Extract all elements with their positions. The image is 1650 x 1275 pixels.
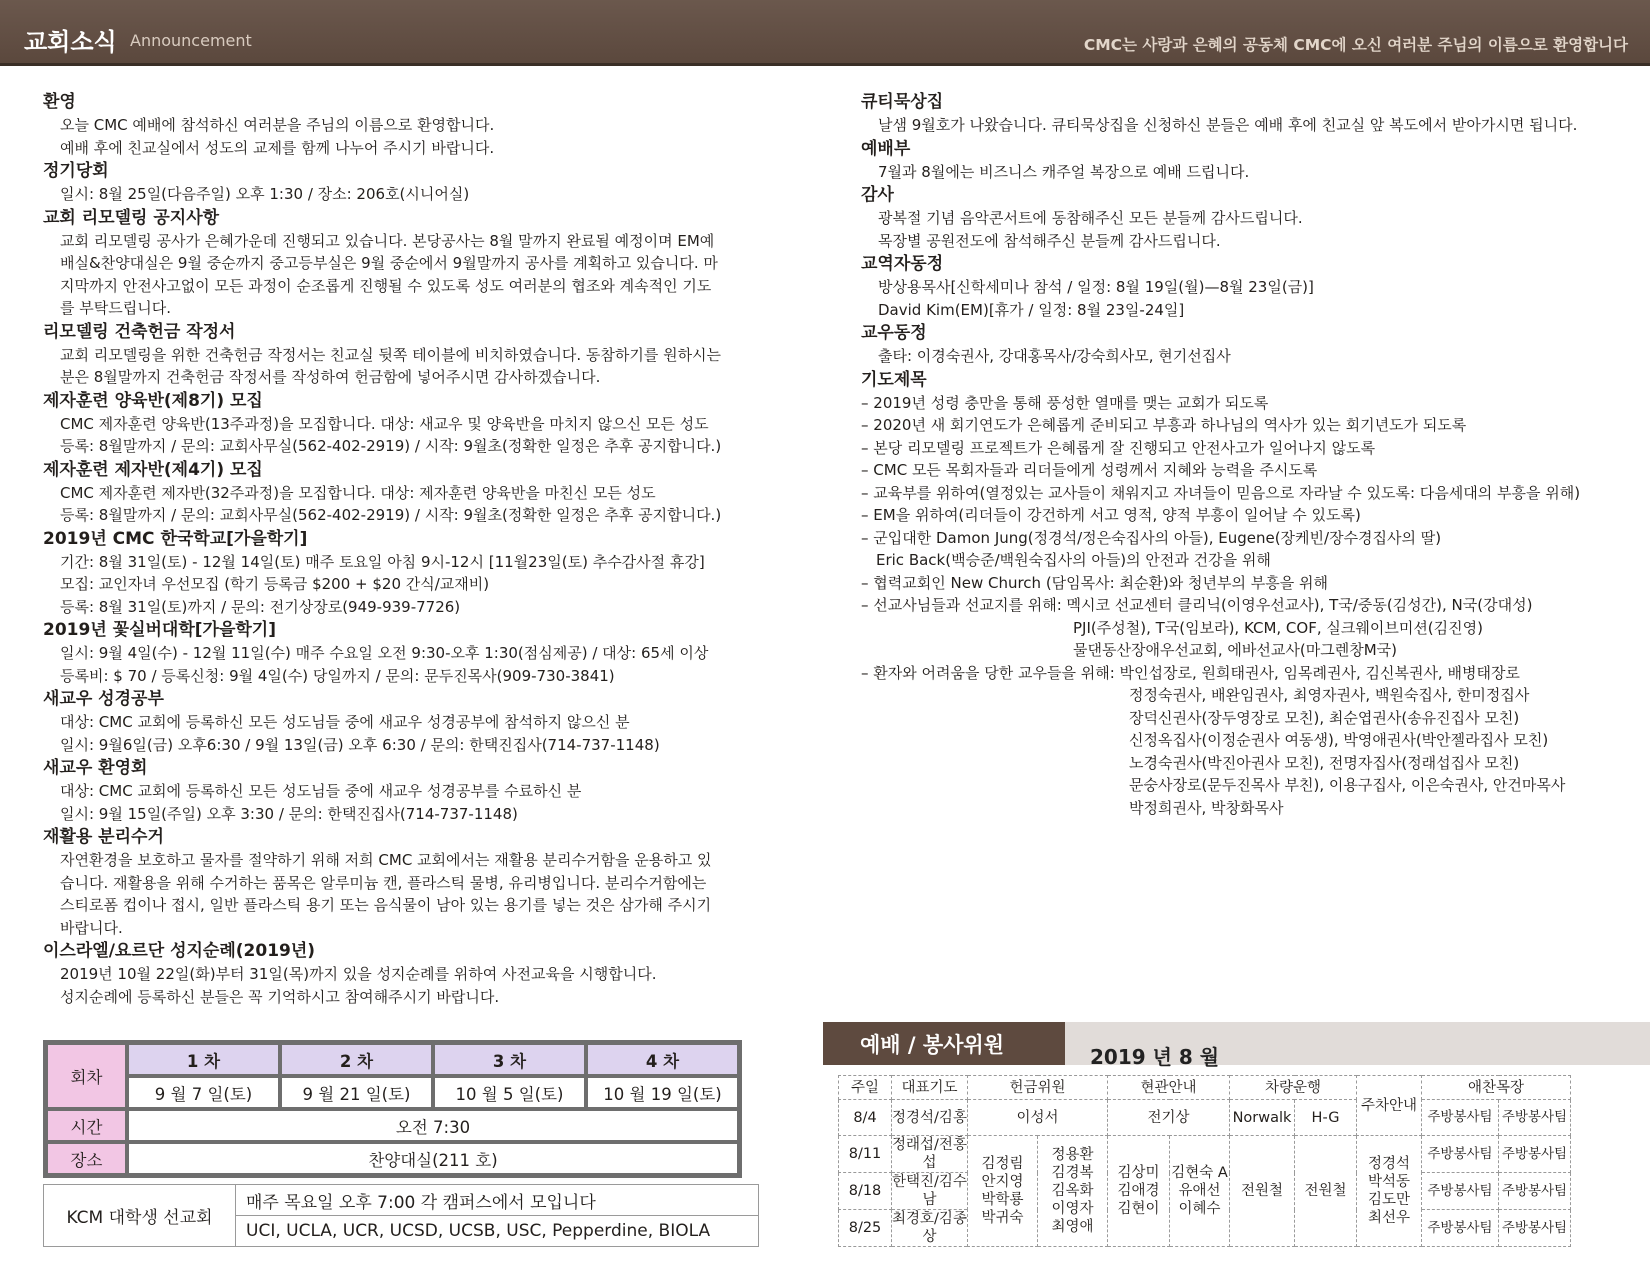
section-line: 교회 리모델링을 위한 건축헌금 작정서는 친교실 뒷쪽 테이블에 비치하였습니다. 동참하기를 원하시는 (60, 345, 722, 364)
offering-group-b (1038, 1136, 1108, 1247)
page-title: 교회소식 (24, 28, 117, 56)
section-member-news (861, 321, 1636, 368)
welcome-text: CMC는 사랑과 은혜의 공동체 CMC에 오신 여러분 주님의 이름으로 환영합니다 (1083, 36, 1628, 54)
section-title: 리모델링 건축헌금 작정서 (43, 321, 236, 342)
section-title: 2019년 CMC 한국학교[가을학기] (43, 528, 308, 549)
section-title: 이스라엘/요르단 성지순례(2019년) (43, 941, 316, 961)
section-title: 2019년 꽃실버대학[가을학기] (43, 620, 276, 640)
kcm-schedule: 매주 목요일 오후 7:00 각 캠퍼스에서 모입니다 (236, 1185, 758, 1216)
prayer-item (861, 437, 1636, 460)
service-meal: 주방봉사팀 (1422, 1210, 1499, 1247)
section-title: 예배부 (861, 138, 911, 159)
pilgrimage-table (43, 1040, 742, 1178)
name-entry: 김애경 (1117, 1183, 1160, 1199)
round-label: 회차 (46, 1043, 127, 1109)
dash-bullet: – (861, 663, 874, 682)
section-line: CMC 제자훈련 양육반(13주과정)을 모집합니다. 대상: 새교우 및 양육반을 마치지 않으신 모든 성도 (60, 414, 709, 433)
prayer-item (861, 594, 1636, 617)
section-title: 큐티묵상집 (861, 92, 944, 112)
section-line: 등록: 8월 31일(토)까지 / 문의: 전기상장로(949-939-7726) (60, 597, 461, 616)
left-column (43, 90, 763, 1008)
service-prayer: 정경석/김홍 (892, 1100, 968, 1136)
service-meal: 주방봉사팀 (1422, 1136, 1499, 1173)
place-label: 장소 (46, 1142, 127, 1175)
prayer-text: EM을 위하여(리더들이 강건하게 서고 영적, 양적 부흥이 일어날 수 있도록) (873, 506, 1361, 524)
prayer-text: 2020년 새 회기연도가 은혜롭게 준비되고 부흥과 하나님의 역사가 있는 회기년도가 되도록 (873, 416, 1467, 434)
name-entry: 박학룡 (981, 1192, 1024, 1208)
section-title: 기도제목 (861, 369, 927, 390)
section-title: 정기당회 (43, 161, 109, 181)
dash-bullet: – (861, 438, 874, 457)
section-line: 출타: 이경숙권사, 강대홍목사/강숙희사모, 현기선집사 (878, 347, 1231, 365)
dash-bullet: – (861, 573, 874, 592)
section-title: 교우동정 (861, 323, 927, 343)
section-newcomer-bible-study (43, 687, 763, 756)
section-line: 날샘 9월호가 나왔습니다. 큐티묵상집을 신청하신 분들은 예배 후에 친교실 앞 복도에서 받아가시면 됩니다. (878, 116, 1578, 134)
name-entry: 김옥화 (1051, 1183, 1094, 1199)
prayer-text: 교육부를 위하여(열정있는 교사들이 채워지고 자녀들이 믿음으로 자라날 수 있도록: 다음세대의 부흥을 위해) (873, 483, 1581, 502)
prayer-continuation: 박정희권사, 박창화목사 (1129, 798, 1284, 817)
place-value: 찬양대실(211 호) (127, 1142, 739, 1175)
prayer-text: 환자와 어려움을 당한 교우들을 위해: 박인섭장로, 원희태권사, 임목례권사, 김신복권사, 배병태장로 (873, 663, 1520, 682)
section-line: 배실&찬양대실은 9월 중순까지 중고등부실은 9월 중순에서 9월말까지 공사를 계획하고 있습니다. 마 (60, 254, 718, 272)
prayer-item (861, 572, 1636, 595)
prayer-item (861, 392, 1636, 415)
header-cell: 현관안내 (1108, 1076, 1230, 1100)
section-title: 감사 (861, 185, 894, 205)
round-header: 1 차 (127, 1043, 280, 1076)
section-line: 일시: 9월6일(금) 오후6:30 / 9월 13일(금) 오후 6:30 / 문의: 한택진집사(714-737-1148) (60, 735, 660, 754)
section-line: 2019년 10월 22일(화)부터 31일(목)까지 있을 성지순례를 위하여 사전교육을 시행합니다. (60, 965, 657, 983)
prayer-text: 2019년 성령 충만을 통해 풍성한 열매를 맺는 교회가 되도록 (873, 393, 1269, 412)
name-entry: 최선우 (1367, 1210, 1411, 1226)
service-tab-title: 예배 / 봉사위원 (823, 1022, 1065, 1065)
round-date: 9 월 7 일(토) (127, 1076, 280, 1109)
header-cell: 주차안내 (1357, 1076, 1422, 1136)
prayer-continuation: 신정옥집사(이정순권사 여동생), 박영애권사(박안젤라집사 모친) (1129, 731, 1549, 749)
section-building-pledge (43, 320, 763, 389)
usher-group-a (1108, 1136, 1170, 1247)
section-line: David Kim(EM)[휴가 / 일정: 8월 23일-24일] (878, 300, 1185, 319)
section-title: 제자훈련 제자반(제4기) 모집 (43, 459, 263, 480)
section-line: 모집: 교인자녀 우선모집 (학기 등록금 $200 + $20 간식/교재비) (60, 575, 490, 593)
prayer-item (861, 662, 1636, 685)
section-recycling (43, 825, 763, 939)
usher-group-b (1170, 1136, 1230, 1247)
prayer-continuation: 물댄동산장애우선교회, 에바선교사(마그렌창M국) (1073, 641, 1397, 659)
prayer-item (861, 527, 1636, 550)
header-banner (0, 0, 1650, 66)
name-entry: 유애선 (1178, 1183, 1221, 1199)
name-entry: 이영자 (1051, 1201, 1094, 1217)
section-line: 기간: 8월 31일(토) - 12월 14일(토) 매주 토요일 아침 9시-12시 [11월23일(토) 추수감사절 휴강] (60, 552, 705, 571)
offering-group-a (968, 1136, 1038, 1247)
round-date: 10 월 19 일(토) (586, 1076, 739, 1109)
round-date: 9 월 21 일(토) (280, 1076, 433, 1109)
section-nurture-class (43, 389, 763, 458)
prayer-text: 군입대한 Damon Jung(정경석/정은숙집사의 아들), Eugene(장케빈/장수경집사의 딸) (873, 528, 1442, 547)
section-qt-devotional (861, 90, 1636, 137)
service-meal: 주방봉사팀 (1422, 1173, 1499, 1210)
service-meal: 주방봉사팀 (1499, 1210, 1571, 1247)
name-entry: 김정림 (981, 1156, 1024, 1172)
service-table (838, 1075, 1571, 1247)
section-newcomer-welcome (43, 756, 763, 825)
section-line: 습니다. 재활용을 위해 수거하는 품목은 알루미늄 캔, 플라스틱 물병, 유리병입니다. 분리수거함에는 (60, 873, 707, 892)
service-driver: Norwalk (1230, 1100, 1295, 1136)
driver-group-b: 전원철 (1295, 1136, 1357, 1247)
prayer-item (861, 504, 1636, 527)
section-line: 오늘 CMC 예배에 참석하신 여러분을 주님의 이름으로 환영합니다. (60, 116, 495, 134)
name-entry: 안지영 (981, 1174, 1024, 1190)
prayer-list (861, 392, 1636, 820)
service-driver: H-G (1295, 1100, 1357, 1136)
section-silver-college (43, 618, 763, 687)
name-entry: 박귀숙 (981, 1210, 1024, 1226)
section-korean-school (43, 527, 763, 619)
service-date: 8/4 (839, 1100, 892, 1136)
section-pastor-news (861, 252, 1636, 321)
round-header: 3 차 (433, 1043, 586, 1076)
section-line: 일시: 9월 15일(주일) 오후 3:30 / 문의: 한택진집사(714-737-1148) (60, 804, 518, 823)
section-line: 교회 리모델링 공사가 은혜가운데 진행되고 있습니다. 본당공사는 8월 말까지 완료될 예정이며 EM예 (60, 231, 715, 250)
section-session-meeting (43, 159, 763, 206)
section-line: 분은 8월말까지 건축헌금 작정서를 작성하여 헌금함에 넣어주시면 감사하겠습니다. (60, 368, 601, 386)
section-line: 7월과 8월에는 비즈니스 캐주얼 복장으로 예배 드립니다. (878, 162, 1250, 181)
prayer-text: 협력교회인 New Church (담임목사: 최순환)와 청년부의 부흥을 위해 (873, 573, 1328, 592)
prayer-text: 선교사님들과 선교지를 위해: 멕시코 선교센터 클리닉(이영우선교사), T국/중동(김성간), N국(강대성) (873, 596, 1533, 614)
service-prayer: 최경호/김종상 (892, 1211, 967, 1245)
service-meal: 주방봉사팀 (1499, 1136, 1571, 1173)
prayer-continuation: 노경숙권사(박진아권사 모친), 전명자집사(정래섭집사 모친) (1129, 753, 1520, 772)
section-remodeling-notice (43, 206, 763, 320)
section-line: 바랍니다. (60, 918, 123, 937)
parking-group (1357, 1136, 1422, 1247)
name-entry: 정경석 (1367, 1156, 1411, 1172)
service-meal: 주방봉사팀 (1499, 1100, 1571, 1136)
prayer-item (861, 459, 1636, 482)
section-line: CMC 제자훈련 제자반(32주과정)을 모집합니다. 대상: 제자훈련 양육반을 마친신 모든 성도 (60, 483, 656, 502)
section-line: 목장별 공원전도에 참석해주신 분들께 감사드립니다. (878, 231, 1221, 250)
section-line: 등록: 8월말까지 / 문의: 교회사무실(562-402-2919) / 시작: 9월초(정확한 일정은 추후 공지합니다.) (60, 437, 722, 455)
prayer-continuation: 문숭사장로(문두진목사 부친), 이용구집사, 이은숙권사, 안건마목사 (1129, 776, 1566, 794)
section-title: 새교우 성경공부 (43, 689, 164, 709)
dash-bullet: – (861, 528, 874, 547)
name-entry: 김현이 (1117, 1201, 1160, 1217)
service-date: 8/18 (839, 1173, 892, 1210)
section-line: 예배 후에 친교실에서 성도의 교제를 함께 나누어 주시기 바랍니다. (60, 138, 495, 157)
dash-bullet: – (861, 416, 874, 434)
prayer-continuation: 장덕신권사(장두영장로 모친), 최순엽권사(송유진집사 모친) (1129, 708, 1520, 727)
service-offering: 이성서 (968, 1100, 1108, 1136)
service-date: 8/25 (839, 1210, 892, 1247)
prayer-continuation: 정정숙권사, 배완임권사, 최영자권사, 백원숙집사, 한미정집사 (1129, 686, 1530, 704)
round-header: 2 차 (280, 1043, 433, 1076)
time-value: 오전 7:30 (127, 1109, 739, 1142)
section-line: 를 부탁드립니다. (60, 299, 171, 317)
section-line: 등록: 8월말까지 / 문의: 교회사무실(562-402-2919) / 시작: 9월초(정확한 일정은 추후 공지합니다.) (60, 506, 722, 524)
prayer-item (861, 414, 1636, 437)
name-entry: 김상미 (1117, 1165, 1160, 1181)
section-line: 광복절 기념 음악콘서트에 동참해주신 모든 분들께 감사드립니다. (878, 209, 1303, 227)
section-title: 환영 (43, 92, 76, 112)
dash-bullet: – (861, 461, 874, 479)
header-cell: 대표기도 (892, 1076, 968, 1100)
section-line: 지막까지 안전사고없이 모든 과정이 순조롭게 진행될 수 있도록 성도 여러분의 협조와 계속적인 기도 (60, 276, 712, 295)
dash-bullet: – (861, 506, 874, 524)
name-entry: 김현숙 A (1171, 1165, 1228, 1181)
dash-bullet: – (861, 483, 874, 502)
section-title: 교회 리모델링 공지사항 (43, 207, 220, 228)
kcm-campuses: UCI, UCLA, UCR, UCSD, UCSB, USC, Pepperdine, BIOLA (246, 1221, 711, 1241)
name-entry: 최영애 (1051, 1219, 1094, 1235)
service-meal: 주방봉사팀 (1499, 1173, 1571, 1210)
name-entry: 김도만 (1367, 1192, 1411, 1208)
section-line: 방상용목사[신학세미나 참석 / 일정: 8월 19일(월)—8월 23일(금)] (878, 278, 1314, 296)
section-thanks (861, 183, 1636, 252)
service-meal: 주방봉사팀 (1422, 1100, 1499, 1136)
dash-bullet: – (861, 393, 874, 412)
section-title: 교역자동정 (861, 254, 944, 274)
section-worship-dept (861, 137, 1636, 184)
header-cell: 애찬목장 (1422, 1076, 1571, 1100)
section-line: 자연환경을 보호하고 물자를 절약하기 위해 저희 CMC 교회에서는 재활용 분리수거함을 운용하고 있 (60, 851, 712, 869)
prayer-item (861, 482, 1636, 505)
service-prayer: 한택진/김수남 (892, 1174, 967, 1208)
kcm-label: KCM 대학생 선교회 (44, 1185, 236, 1246)
section-line: 대상: CMC 교회에 등록하신 모든 성도님들 중에 새교우 성경공부에 참석하지 않으신 분 (60, 713, 630, 731)
page-subtitle: Announcement (130, 31, 252, 50)
section-pilgrimage (43, 939, 763, 1008)
round-header: 4 차 (586, 1043, 739, 1076)
round-date: 10 월 5 일(토) (433, 1076, 586, 1109)
driver-group-a: 전원철 (1230, 1136, 1295, 1247)
section-welcome (43, 90, 763, 159)
section-title: 제자훈련 양육반(제8기) 모집 (43, 390, 263, 411)
kcm-box (43, 1184, 759, 1247)
name-entry: 정용환 (1051, 1147, 1094, 1163)
service-usher: 전기상 (1108, 1100, 1230, 1136)
prayer-continuation: PJI(주성철), T국(임보라), KCM, COF, 실크웨이브미션(김진영) (1073, 618, 1483, 637)
service-prayer: 정래섭/전홍섭 (892, 1137, 967, 1171)
name-entry: 박석동 (1367, 1174, 1411, 1190)
prayer-text: 본당 리모델링 프로젝트가 은혜롭게 잘 진행되고 안전사고가 일어나지 않도록 (873, 438, 1376, 457)
kcm-details (236, 1185, 758, 1246)
section-title: 새교우 환영회 (43, 758, 148, 778)
service-month: 2019 년 8 월 (1090, 1045, 1220, 1069)
prayer-text: CMC 모든 목회자들과 리더들에게 성령께서 지혜와 능력을 주시도록 (873, 461, 1318, 479)
section-disciple-class (43, 458, 763, 527)
section-title: 재활용 분리수거 (43, 827, 164, 847)
dash-bullet: – (861, 596, 874, 614)
header-cell: 헌금위원 (968, 1076, 1108, 1100)
header-cell: 차량운행 (1230, 1076, 1357, 1100)
prayer-continuation: Eric Back(백승준/백원숙집사의 아들)의 안전과 건강을 위해 (876, 551, 1271, 569)
section-line: 대상: CMC 교회에 등록하신 모든 성도님들 중에 새교우 성경공부를 수료하신 분 (60, 782, 582, 800)
section-line: 성지순례에 등록하신 분들은 꼭 기억하시고 참여해주시기 바랍니다. (60, 987, 500, 1006)
section-prayer (861, 368, 1636, 820)
section-line: 스티로폼 컵이나 접시, 일반 플라스틱 용기 또는 음식물이 남아 있는 용기를 넣는 것은 삼가해 주시기 (60, 896, 712, 914)
right-column (861, 90, 1636, 819)
name-entry: 이혜수 (1178, 1201, 1221, 1217)
name-entry: 김경복 (1051, 1165, 1094, 1181)
service-date: 8/11 (839, 1136, 892, 1173)
header-cell: 주일 (839, 1076, 892, 1100)
section-line: 일시: 9월 4일(수) - 12월 11일(수) 매주 수요일 오전 9:30-오후 1:30(점심제공) / 대상: 65세 이상 (60, 644, 709, 662)
section-line: 등록비: $ 70 / 등록신청: 9월 4일(수) 당일까지 / 문의: 문두진목사(909-730-3841) (60, 666, 615, 685)
time-label: 시간 (46, 1109, 127, 1142)
section-line: 일시: 8월 25일(다음주일) 오후 1:30 / 장소: 206호(시니어실) (60, 185, 470, 203)
